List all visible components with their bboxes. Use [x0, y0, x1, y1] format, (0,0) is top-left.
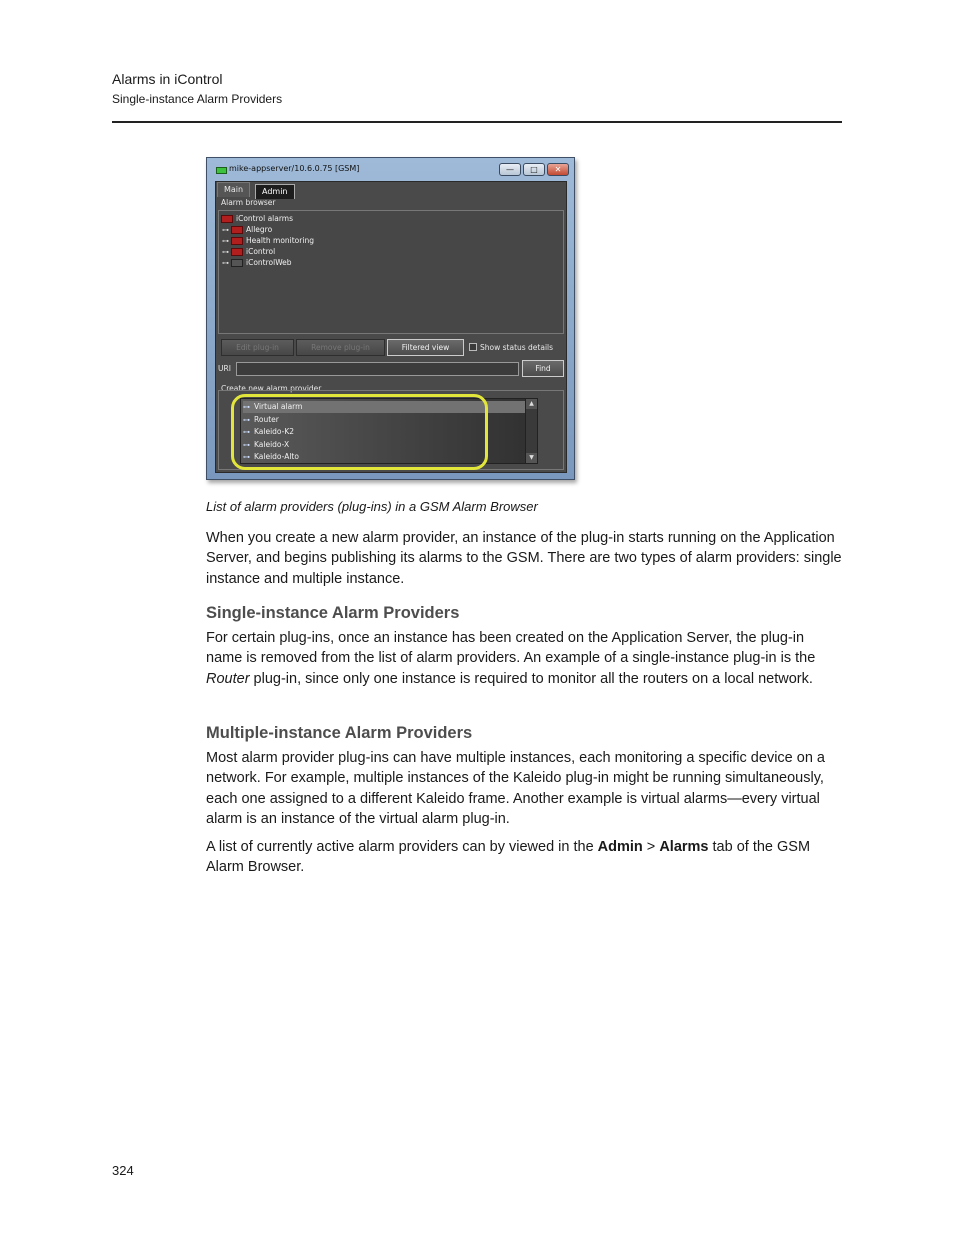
plugin-icon: ⊶	[243, 403, 250, 411]
close-button[interactable]: ✕	[547, 163, 569, 176]
provider-item-kaleido-k2[interactable]: ⊶ Kaleido-K2	[243, 427, 295, 436]
remove-plugin-button[interactable]: Remove plug-in	[296, 339, 385, 356]
plugin-icon: ⊶	[243, 453, 250, 461]
plugin-icon: ⊶	[243, 415, 250, 424]
tree-item-health-monitoring[interactable]: ⊶ Health monitoring	[222, 236, 314, 245]
filtered-view-button[interactable]: Filtered view	[387, 339, 464, 356]
multiple-instance-heading: Multiple-instance Alarm Providers	[206, 724, 473, 742]
plugin-icon: ⊶	[243, 428, 250, 436]
provider-list-highlight	[231, 394, 488, 470]
tab-main[interactable]: Main	[217, 182, 250, 197]
tree-item-icontrolweb[interactable]: ⊶ iControlWeb	[222, 258, 292, 267]
expand-key-icon: ⊶	[222, 248, 229, 256]
maximize-button[interactable]: □	[523, 163, 545, 176]
edit-plugin-button[interactable]: Edit plug-in	[221, 339, 294, 356]
red-alarm-icon	[231, 248, 243, 256]
provider-item-virtual-alarm[interactable]: ⊶ Virtual alarm	[243, 401, 525, 413]
window-title: mike-appserver/10.6.0.75 [GSM]	[229, 164, 360, 173]
expand-key-icon: ⊶	[222, 259, 229, 267]
tree-root[interactable]: iControl alarms	[221, 214, 293, 223]
find-button[interactable]: Find	[522, 360, 564, 377]
scroll-up-icon[interactable]: ▲	[526, 399, 537, 409]
app-status-icon	[216, 167, 227, 174]
gsm-window-screenshot	[206, 157, 575, 480]
figure-caption: List of alarm providers (plug-ins) in a GSM Alarm Browser	[206, 499, 538, 514]
expand-key-icon: ⊶	[222, 226, 229, 234]
uri-label: URI	[218, 364, 231, 373]
provider-item-kaleido-alto[interactable]: ⊶ Kaleido-Alto	[243, 452, 299, 461]
window-titlebar	[207, 158, 574, 180]
tab-admin[interactable]: Admin	[255, 184, 295, 199]
uri-input[interactable]	[236, 362, 519, 376]
single-instance-heading: Single-instance Alarm Providers	[206, 604, 460, 622]
grey-alarm-icon	[231, 259, 243, 267]
red-alarm-icon	[221, 215, 233, 223]
closing-paragraph: A list of currently active alarm providers can by viewed in the Admin > Alarms tab of the GSM Alarm Browser.	[206, 839, 811, 876]
tree-item-allegro[interactable]: ⊶ Allegro	[222, 225, 273, 234]
minimize-button[interactable]: —	[499, 163, 521, 176]
page-number: 324	[112, 1163, 134, 1178]
page-header-title: Alarms in iControl	[112, 71, 223, 87]
page-header-subtitle: Single-instance Alarm Providers	[112, 92, 283, 106]
alarm-browser-label: Alarm browser	[221, 198, 276, 207]
single-instance-paragraph: For certain plug-ins, once an instance has been created on the Application Server, the plug-in name is removed from the list of alarm providers. An example of a single-instance plug-in is the Router plug-in, since only one instance is required to monitor all the routers on a local network.	[206, 630, 816, 687]
provider-item-kaleido-x[interactable]: ⊶ Kaleido-X	[243, 439, 290, 449]
header-rule	[112, 121, 842, 123]
create-provider-label: Create new alarm provider	[221, 384, 322, 393]
provider-item-router[interactable]: ⊶ Router	[243, 414, 279, 424]
multiple-instance-paragraph: Most alarm provider plug-ins can have multiple instances, each monitoring a specific device on a network. For example, multiple instances of the Kaleido plug-in might be running simultaneously, each one assigned to a different Kaleido frame. Another example is virtual alarms—every virtual alarm is an instance of the virtual alarm plug-in.	[206, 750, 825, 827]
scroll-down-icon[interactable]: ▼	[526, 453, 537, 463]
show-status-details-checkbox[interactable]	[469, 343, 477, 351]
expand-key-icon: ⊶	[222, 237, 229, 245]
show-status-details-label: Show status details	[480, 343, 554, 352]
red-alarm-icon	[231, 237, 243, 245]
tree-item-icontrol[interactable]: ⊶ iControl	[222, 247, 276, 256]
plugin-icon: ⊶	[243, 440, 250, 449]
intro-paragraph: When you create a new alarm provider, an instance of the plug-in starts running on the Application Server, and begins publishing its alarms to the GSM. There are two types of alarm providers: single instance and multiple instance.	[206, 530, 842, 587]
alarm-tree	[218, 210, 564, 334]
provider-scrollbar[interactable]	[525, 399, 537, 463]
red-alarm-icon	[231, 226, 243, 234]
